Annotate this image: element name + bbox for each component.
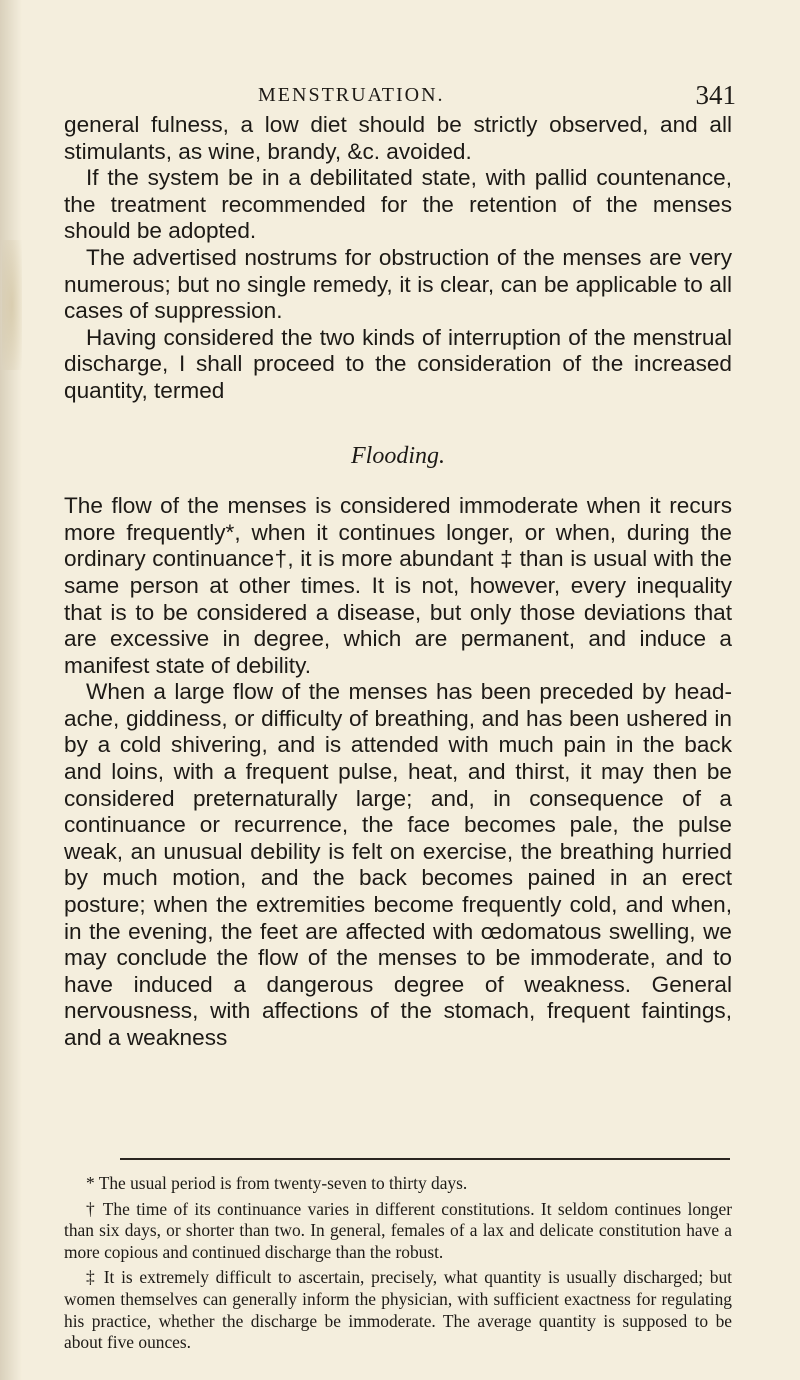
page-number: 341 [695, 80, 736, 110]
footnote: ‡ It is extremely difficult to ascertain, precisely, what quantity is usually discharged; but women themselves can generally inform the physician, with sufficient exactness for regulating his practice, whether the discharge be immoderate. The average quantity is supposed to be about five ounces. [64, 1267, 732, 1353]
paragraph: The advertised nostrums for obstruction of the menses are very numerous; but no single remedy, it is clear, can be applicable to all cases of suppression. [64, 244, 732, 324]
body-text [64, 112, 732, 1052]
footnotes [64, 1173, 732, 1358]
paragraph: The flow of the menses is considered immoderate when it recurs more frequently*, when it continues longer, or when, during the ordinary continuance†, it is more abundant ‡ than is usual with the same person at other times. It is not, however, every inequality that is to be considered a disease, but only those deviations that are excessive in degree, which are permanent, and induce a manifest state of debility. [64, 493, 732, 678]
paragraph: When a large flow of the menses has been preceded by head-ache, giddiness, or difficulty of breathing, and has been ushered in by a cold shivering, and is attended with much pain in the back and loins, with a frequent pulse, heat, and thirst, it may then be considered preternaturally large; and, in consequence of a continuance or recurrence, the face becomes pale, the pulse weak, an unusual debility is felt on exercise, the breathing hurried by much motion, and the back becomes pained in an erect posture; when the extremities become frequently cold, and when, in the evening, the feet are affected with œdomatous swelling, we may conclude the flow of the menses to be immoderate, and to have induced a dangerous degree of weakness. General nervousness, with affections of the stomach, frequent faintings, and a weakness [64, 679, 732, 1050]
footnote: † The time of its continuance varies in different constitutions. It seldom continues longer than six days, or shorter than two. In general, females of a lax and delicate constitution have a more copious and continued discharge than the robust. [64, 1198, 732, 1262]
section-title: Flooding. [351, 442, 445, 469]
paragraph: general fulness, a low diet should be strictly observed, and all stimulants, as wine, brandy, &c. avoided. [64, 112, 732, 164]
paragraph: Having considered the two kinds of interruption of the menstrual discharge, I shall proceed to the consideration of the increased quantity, termed [64, 324, 732, 403]
paper-stain [2, 240, 22, 370]
footnote-divider [120, 1158, 730, 1160]
footnote: * The usual period is from twenty-seven to thirty days. [86, 1173, 468, 1193]
binding-shadow [0, 0, 22, 1380]
paragraph: If the system be in a debilitated state, with pallid countenance, the treatment recommended for the retention of the menses should be adopted. [64, 165, 732, 244]
running-title: MENSTRUATION. [258, 84, 445, 106]
